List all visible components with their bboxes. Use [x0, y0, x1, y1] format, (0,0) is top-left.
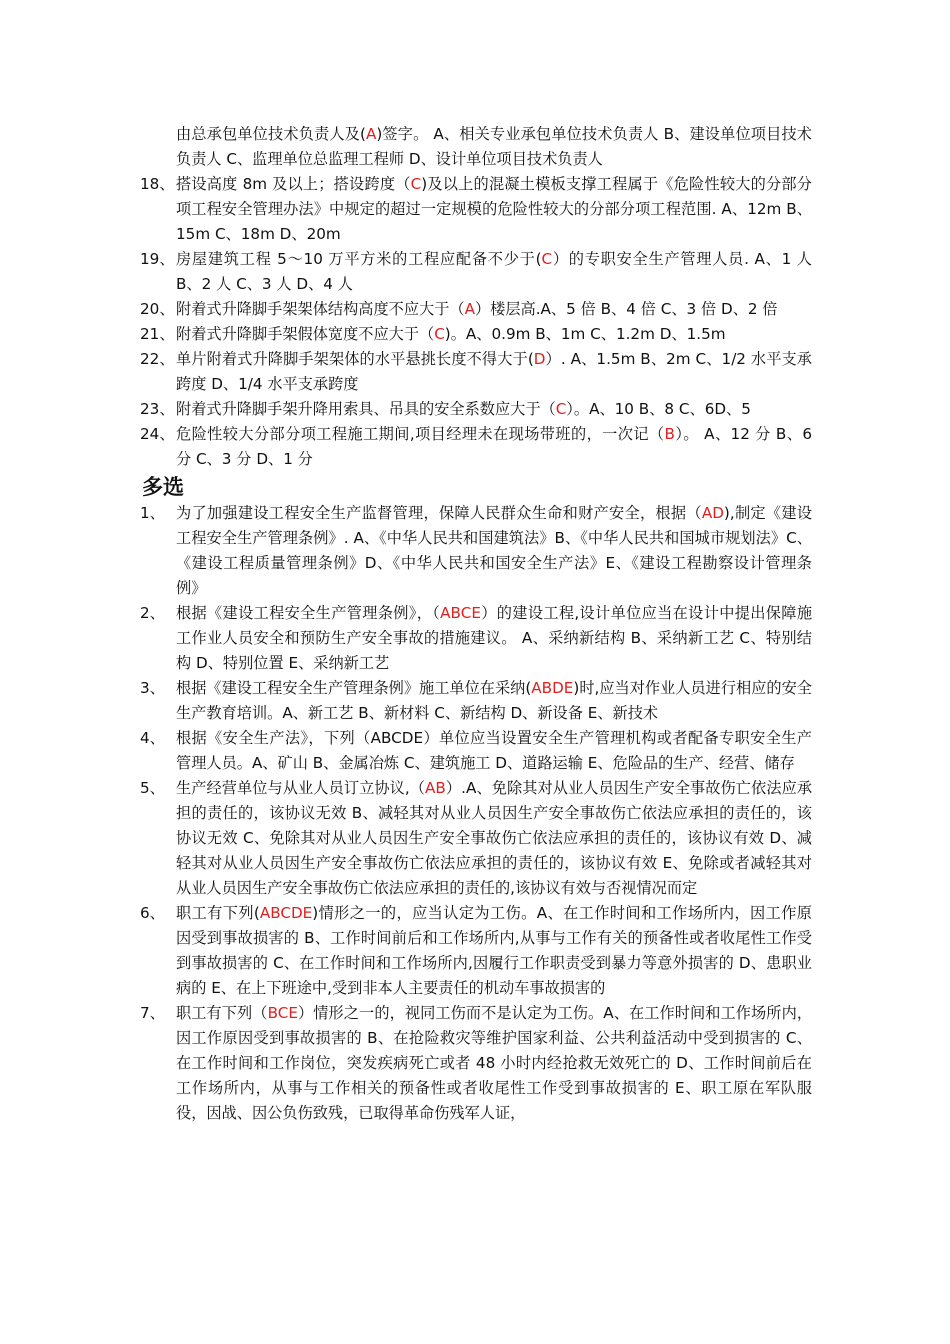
question-text: 单片附着式升降脚手架架体的水平悬挑长度不得大于( — [176, 350, 534, 368]
question-number: 7、 — [140, 1004, 165, 1022]
question-text: 附着式升降脚手架假体宽度不应大于（ — [176, 325, 435, 343]
question-item — [140, 901, 812, 1001]
question-text-after: ）。A、10 B、8 C、6D、5 — [566, 400, 751, 418]
section-heading-multiple-choice: 多选 — [142, 475, 184, 499]
answer-key: A — [464, 300, 475, 318]
question-item — [140, 347, 812, 397]
question-text-after: ）楼层高.A、5 倍 B、4 倍 C、3 倍 D、2 倍 — [474, 300, 778, 318]
question-item — [140, 601, 812, 676]
question-text-after: ),制定《建设工程安全生产管理条例》. A、《中华人民共和国建筑法》B、《中华人民共和国城市规划法》C、《建设工程质量管理条例》D、《中华人民共和国安全生产法》E、《建设工程勘察设计管理条例》 — [176, 504, 813, 597]
answer-key: B — [664, 425, 675, 443]
question-item — [140, 297, 812, 322]
question-text: 附着式升降脚手架升降用索具、吊具的安全系数应大于（ — [176, 400, 556, 418]
answer-key: C — [434, 325, 445, 343]
question-text: 职工有下列（ — [176, 1004, 268, 1022]
question-number: 1、 — [140, 504, 165, 522]
answer-key: ABDE — [531, 679, 574, 697]
question-number: 21、 — [140, 325, 175, 343]
question-text: 搭设高度 8m 及以上；搭设跨度（ — [176, 175, 411, 193]
answer-key: A — [365, 125, 377, 143]
question-text-after: )及以上的混凝土模板支撑工程属于《危险性较大的分部分项工程安全管理办法》中规定的超过一定规模的危险性较大的分部分项工程范围. A、12m B、15m C、18m D、20m — [176, 175, 812, 243]
question-item — [140, 676, 812, 726]
question-item — [140, 322, 812, 347]
answer-key: ABCE — [440, 604, 481, 622]
answer-key: C — [541, 250, 553, 268]
question-number: 19、 — [140, 250, 175, 268]
question-number: 4、 — [140, 729, 165, 747]
question-item — [140, 172, 812, 247]
question-item — [140, 422, 812, 472]
question-text: 房屋建筑工程 5～10 万平方米的工程应配备不少于( — [176, 250, 542, 268]
question-text: 危险性较大分部分项工程施工期间,项目经理未在现场带班的，一次记（ — [176, 425, 665, 443]
question-text: 根据《安全生产法》，下列（ABCDE）单位应当设置安全生产管理机构或者配备专职安全生产管理人员。A、矿山 B、金属冶炼 C、建筑施工 D、道路运输 E、危险品的生产、经营、储存 — [176, 729, 812, 772]
question-text: 附着式升降脚手架架体结构高度不应大于（ — [176, 300, 465, 318]
question-text-after: ）的建设工程,设计单位应当在设计中提出保障施工作业人员安全和预防生产安全事故的措施建议。 A、采纳新结构 B、采纳新工艺 C、特别结构 D、特别位置 E、采纳新工艺 — [176, 604, 813, 672]
answer-key: AD — [701, 504, 724, 522]
question-text: 为了加强建设工程安全生产监督管理，保障人民群众生命和财产安全，根据（ — [176, 504, 702, 522]
question-text-after: ）.A、免除其对从业人员因生产安全事故伤亡依法应承担的责任的，该协议无效 B、减轻其对从业人员因生产安全事故伤亡依法应承担的责任的，该协议无效 C、免除其对从业人员因生产安全事故伤亡依法应承担的责任的，该协议有效 D、减轻其对从业人员因生产安全事故伤亡依法应承担的责任的，该协议有效 E、免除或者减轻其对从业人员因生产安全事故伤亡依法应承担的责任的,该协议有效与否视情况而定 — [176, 779, 813, 897]
answer-key: C — [555, 400, 567, 418]
question-number: 18、 — [140, 175, 175, 193]
question-text: 职工有下列( — [176, 904, 260, 922]
question-number: 24、 — [140, 425, 175, 443]
question-text-after: )时,应当对作业人员进行相应的安全生产教育培训。A、新工艺 B、新材料 C、新结构 D、新设备 E、新技术 — [176, 679, 812, 722]
question-text-after: )情形之一的，应当认定为工伤。A、在工作时间和工作场所内，因工作原因受到事故损害的 B、工作时间前后和工作场所内,从事与工作有关的预备性或者收尾性工作受到事故损害的 C、在工作时间和工作场所内,因履行工作职责受到暴力等意外损害的 D、患职业病的 E、在上下班途中,受到非本人主要责任的机动车事故损害的 — [176, 904, 812, 997]
lead-in-paragraph — [140, 122, 812, 172]
question-item — [140, 247, 812, 297]
lead-in-text-before: 由总承包单位技术负责人及( — [176, 125, 366, 143]
question-text-after: ）. A、1.5m B、2m C、1/2 水平支承跨度 D、1/4 水平支承跨度 — [176, 350, 812, 393]
question-text-after: ）。 A、12 分 B、6 分 C、3 分 D、1 分 — [176, 425, 812, 468]
question-item — [140, 776, 812, 901]
question-item — [140, 726, 812, 776]
question-text: 生产经营单位与从业人员订立协议,（ — [176, 779, 426, 797]
multiple-choice-list — [140, 501, 812, 1126]
question-number: 20、 — [140, 300, 175, 318]
answer-key: AB — [425, 779, 446, 797]
answer-key: ABCDE — [259, 904, 313, 922]
answer-key: C — [410, 175, 422, 193]
document-body — [140, 122, 812, 1126]
single-choice-list — [140, 172, 812, 472]
question-text-after: ）的专职安全生产管理人员. A、1 人 B、2 人 C、3 人 D、4 人 — [176, 250, 812, 293]
question-text: 根据《建设工程安全生产管理条例》施工单位在采纳( — [176, 679, 532, 697]
answer-key: D — [533, 350, 546, 368]
question-number: 6、 — [140, 904, 165, 922]
question-number: 5、 — [140, 779, 165, 797]
question-item — [140, 397, 812, 422]
question-number: 2、 — [140, 604, 165, 622]
question-text-after: ）情形之一的，视同工伤而不是认定为工伤。A、在工作时间和工作场所内，因工作原因受到事故损害的 B、在抢险救灾等维护国家利益、公共利益活动中受到损害的 C、在工作时间和工作岗位，突发疾病死亡或者 48 小时内经抢救无效死亡的 D、工作时间前后在工作场所内，从事与工作相关的预备性或者收尾性工作受到事故损害的 E、职工原在军队服役，因战、因公负伤致残，已取得革命伤残军人证， — [176, 1004, 813, 1122]
lead-in-text-after: )签字。 A、相关专业承包单位技术负责人 B、建设单位项目技术负责人 C、监理单位总监理工程师 D、设计单位项目技术负责人 — [176, 125, 812, 168]
question-number: 23、 — [140, 400, 175, 418]
question-number: 3、 — [140, 679, 165, 697]
question-text: 根据《建设工程安全生产管理条例》，（ — [176, 604, 441, 622]
answer-key: BCE — [267, 1004, 298, 1022]
question-item — [140, 1001, 812, 1126]
question-text-after: )。A、0.9m B、1m C、1.2m D、1.5m — [444, 325, 726, 343]
question-number: 22、 — [140, 350, 175, 368]
question-item — [140, 501, 812, 601]
